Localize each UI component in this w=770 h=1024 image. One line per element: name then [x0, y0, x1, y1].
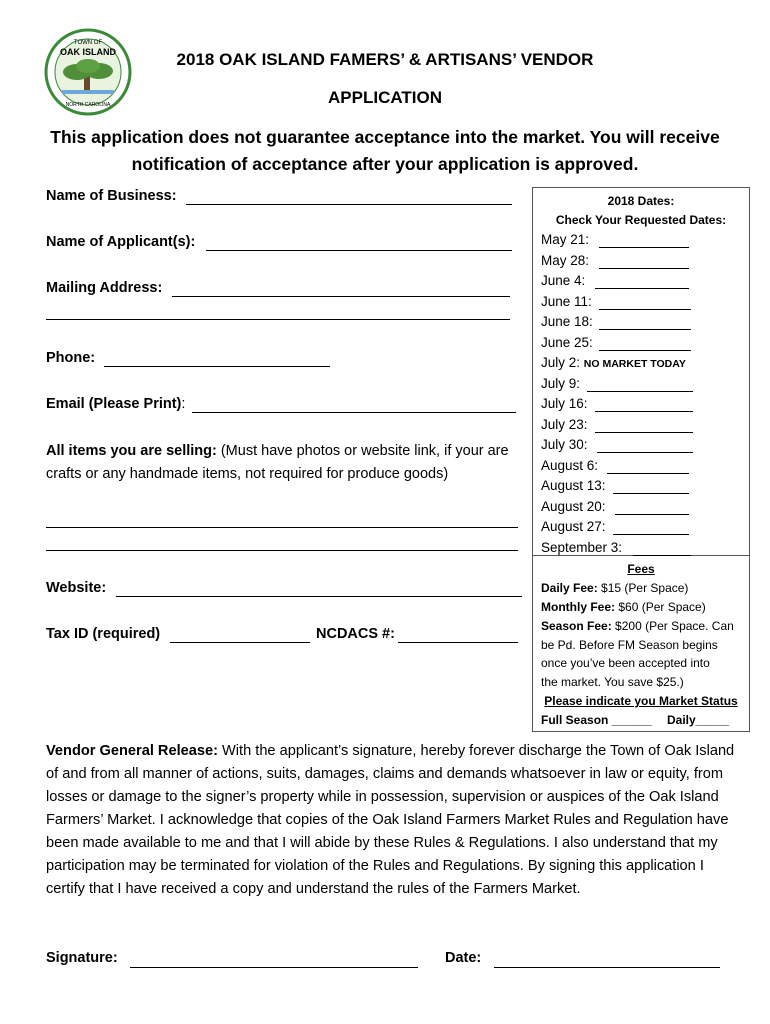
date-label: June 18: [541, 314, 593, 329]
date-label: June 25: [541, 334, 593, 350]
date-label: July 23: [541, 416, 588, 432]
date-check-line[interactable] [599, 329, 691, 330]
date-check-line[interactable] [613, 534, 689, 535]
signature-input-line[interactable] [130, 967, 418, 968]
logo-bottom-text: NORTH CAROLINA [65, 102, 111, 108]
date-label: July 16: [541, 396, 588, 411]
website-input-line[interactable] [116, 596, 522, 597]
applicant-input-line[interactable] [206, 250, 512, 251]
date-check-line[interactable] [607, 473, 689, 474]
monthly-fee-value: $60 (Per Space) [618, 600, 706, 614]
date-check-line[interactable] [595, 432, 693, 433]
date-label: August 27: [541, 519, 606, 534]
release-text: With the applicant’s signature, hereby forever discharge the Town of Oak Island of and from all manner of actions, suits, damages, claims and demands whatsoever in law or equity, from losses or damage to the signer’s property while in possession, supervision or auspices of the Oak Island Farmers’ Market. I acknowledge that copies of the Oak Island Farmers Market Rules and Regulation have been made available to me and that I will abide by these Rules & Regulations. I also understand that my participation may be terminated for violation of the Rules and Regulations. By signing this application I certify that I have received a copy and understand the rules of the Farmers Market. [46, 743, 735, 897]
season-fee-text-4: the market. You save $25.) [541, 675, 684, 689]
taxid-input-line[interactable] [170, 642, 310, 643]
dates-box [532, 187, 750, 556]
items-input-line-2[interactable] [46, 550, 518, 551]
signature-label: Signature: [46, 950, 118, 966]
date-label: July 30: [541, 437, 588, 452]
date-label: July 2: [541, 355, 581, 370]
date-check-line[interactable] [587, 391, 693, 392]
daily-fee-label: Daily Fee: [541, 581, 598, 595]
date-check-line[interactable] [613, 493, 689, 494]
email-input-line[interactable] [192, 412, 516, 413]
items-label [46, 440, 522, 486]
daily-fee-value: $15 (Per Space) [601, 581, 689, 595]
market-status-heading: Please indicate you Market Status [544, 694, 738, 708]
date-label: May 21: [541, 232, 590, 247]
date-check-line[interactable] [615, 514, 689, 515]
full-season-option[interactable]: Full Season ______ [541, 713, 652, 727]
date-label: May 28: [541, 252, 590, 268]
ncdacs-input-line[interactable] [398, 642, 518, 643]
season-fee-text-2: be Pd. Before FM Season begins [541, 638, 718, 652]
dates-subheading: Check Your Requested Dates: [555, 213, 727, 227]
website-label: Website: [46, 580, 107, 596]
items-input-line-1[interactable] [46, 527, 518, 528]
date-row [541, 458, 598, 473]
email-label-colon: : [181, 396, 186, 412]
no-market-note: NO MARKET TODAY [583, 358, 686, 370]
date-row [541, 519, 606, 534]
phone-input-line[interactable] [104, 366, 330, 367]
release-label: Vendor General Release: [46, 743, 218, 759]
vendor-release [46, 740, 736, 901]
logo-name: OAK ISLAND [60, 47, 116, 57]
email-label-bold: Email (Please Print) [46, 396, 182, 412]
date-row [541, 499, 606, 514]
date-row [541, 417, 588, 432]
date-label: August 6: [541, 457, 599, 473]
date-check-line[interactable] [599, 350, 691, 351]
date-check-line[interactable] [597, 452, 693, 453]
date-row [541, 253, 589, 268]
date-row [541, 294, 592, 309]
date-row [541, 396, 588, 411]
monthly-fee-label: Monthly Fee: [541, 600, 615, 614]
date-row [541, 232, 589, 247]
fees-heading: Fees [627, 562, 655, 576]
items-label-note: (Must have photos or website link, if your are crafts or any handmade items, not required for produce goods) [46, 443, 509, 482]
taxid-label: Tax ID (required) [46, 626, 161, 642]
date-label: July 9: [541, 375, 581, 391]
date-check-line[interactable] [595, 411, 693, 412]
date-row [541, 314, 593, 329]
monthly-fee-row [541, 600, 706, 614]
date-row [541, 376, 580, 391]
page-title: 2018 OAK ISLAND FAMERS’ & ARTISANS’ VENDOR [176, 50, 594, 69]
date-row [541, 437, 588, 452]
season-fee-value-1: $200 (Per Space. Can [615, 619, 734, 633]
applicant-label: Name of Applicant(s): [46, 234, 196, 250]
date-label: Date: [445, 950, 482, 966]
dates-heading: 2018 Dates: [607, 194, 675, 208]
date-label: August 13: [541, 478, 606, 493]
date-input-line[interactable] [494, 967, 720, 968]
date-check-line[interactable] [599, 309, 691, 310]
business-label: Name of Business: [46, 188, 177, 204]
page-subtitle: APPLICATION [328, 88, 442, 107]
date-label: June 4: [541, 273, 586, 288]
date-check-line[interactable] [599, 268, 689, 269]
date-label: September 3: [541, 539, 623, 555]
business-input-line[interactable] [186, 204, 512, 205]
intro-notice: This application does not guarantee acceptance into the market. You will receive notification of acceptance after your application is approved. [50, 127, 720, 174]
date-label: August 20: [541, 498, 606, 514]
date-check-line[interactable] [595, 288, 689, 289]
phone-label: Phone: [46, 350, 96, 366]
fees-box [532, 556, 750, 732]
date-row [541, 540, 622, 555]
season-fee-label: Season Fee: [541, 619, 612, 633]
daily-fee-row [541, 581, 688, 595]
mailing-input-line-1[interactable] [172, 296, 510, 297]
daily-option[interactable]: Daily_____ [667, 713, 730, 727]
ncdacs-label: NCDACS #: [316, 626, 395, 642]
season-fee-row [541, 619, 734, 633]
date-label: June 11: [541, 293, 592, 309]
logo-top-text: TOWN OF [73, 40, 103, 46]
date-row [541, 478, 606, 493]
mailing-label: Mailing Address: [46, 280, 163, 296]
season-fee-text-3: once you’ve been accepted into [541, 656, 710, 670]
date-row [541, 335, 593, 350]
date-row [541, 355, 686, 370]
items-label-bold: All items you are selling: [46, 443, 217, 459]
date-row [541, 273, 585, 288]
date-check-line[interactable] [599, 247, 689, 248]
mailing-input-line-2[interactable] [46, 319, 510, 320]
email-label [46, 396, 185, 412]
